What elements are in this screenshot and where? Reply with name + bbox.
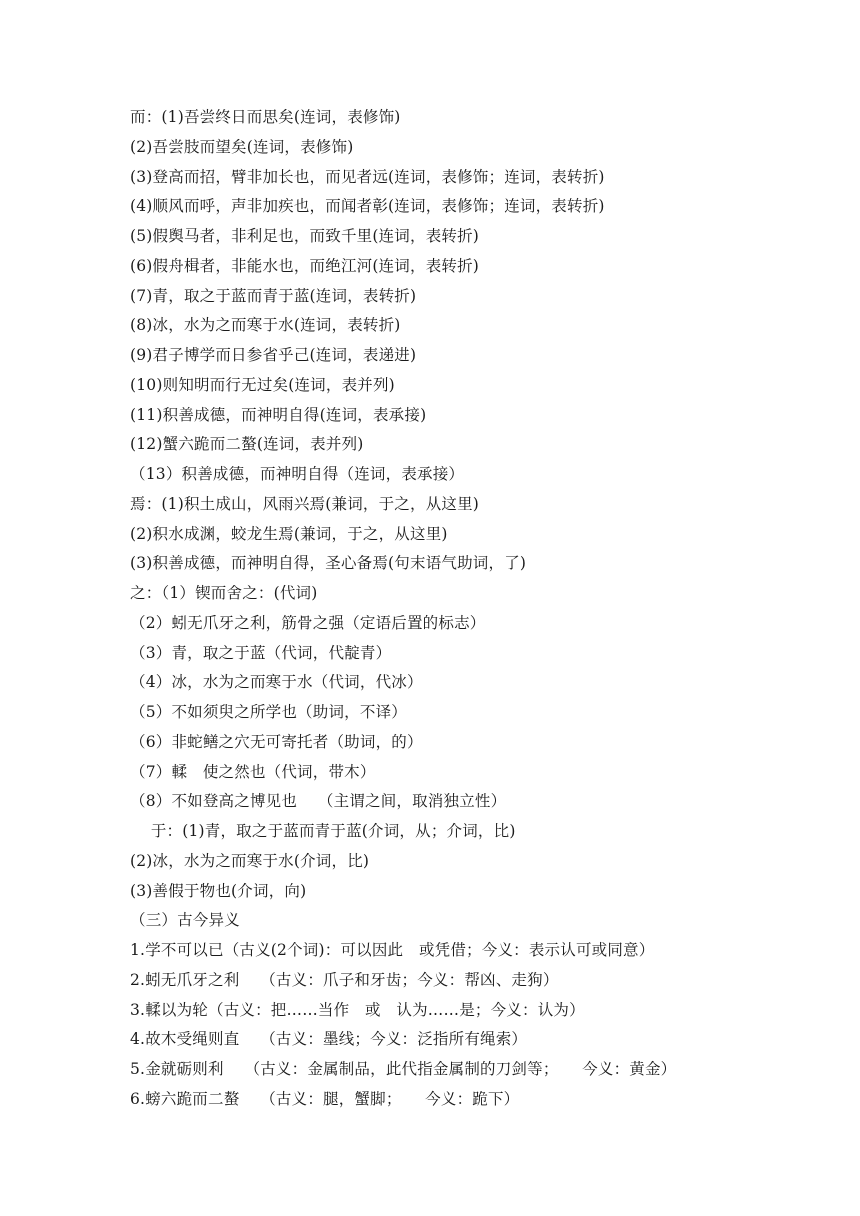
- text-line: 4.故木受绳则直 （古义：墨线；今义：泛指所有绳索）: [130, 1030, 528, 1049]
- text-line: 5.金就砺则利 （古义：金属制品，此代指金属制的刀剑等； 今义：黄金）: [130, 1060, 677, 1078]
- text-line: (2)冰，水为之而寒于水(介词，比): [130, 851, 370, 870]
- text-line: 而：(1)吾尝终日而思矣(连词，表修饰): [130, 108, 401, 126]
- text-line: (3)善假于物也(介词，向): [130, 881, 307, 900]
- section-heading: （三）古今异义: [130, 911, 240, 930]
- text-line: （3）青，取之于蓝（代词，代靛青）: [130, 643, 392, 662]
- text-line: (12)蟹六跪而二螯(连词，表并列): [130, 435, 364, 454]
- text-line: （13）积善成德，而神明自得（连词，表承接）: [130, 465, 465, 483]
- text-line: (9)君子博学而日参省乎己(连词，表递进): [130, 346, 417, 364]
- text-line: 之：（1）锲而舍之：(代词): [130, 584, 318, 602]
- text-line: (10)则知明而行无过矣(连词，表并列): [130, 375, 395, 394]
- text-line: (3)积善成德，而神明自得，圣心备焉(句末语气助词，了): [130, 554, 527, 573]
- text-line: (4)顺风而呼，声非加疾也，而闻者彰(连词，表修饰；连词，表转折): [130, 197, 605, 216]
- text-line: (5)假舆马者，非利足也，而致千里(连词，表转折): [130, 227, 480, 245]
- document-body: [130, 103, 830, 1115]
- text-line: (6)假舟楫者，非能水也，而绝江河(连词，表转折): [130, 256, 480, 275]
- text-line: （5）不如须臾之所学也（助词，不译）: [130, 703, 407, 721]
- text-line: (2)积水成渊，蛟龙生焉(兼词，于之，从这里): [130, 524, 448, 543]
- text-line: (3)登高而招，臂非加长也，而见者远(连词，表修饰；连词，表转折): [130, 167, 605, 186]
- text-line: 2.蚓无爪牙之利 （古义：爪子和牙齿；今义：帮凶、走狗）: [130, 970, 559, 989]
- text-line: (2)吾尝肢而望矣(连词，表修饰): [130, 137, 354, 156]
- text-line: （8）不如登高之博见也 （主谓之间，取消独立性）: [130, 792, 507, 811]
- text-line: 3.輮以为轮（古义：把……当作 或 认为……是；今义：认为）: [130, 1000, 585, 1019]
- text-line: (11)积善成德，而神明自得(连词，表承接): [130, 405, 427, 424]
- text-line: 6.螃六跪而二螯 （古义：腿，蟹脚； 今义：跪下）: [130, 1089, 520, 1108]
- text-line: （6）非蛇鳝之穴无可寄托者（助词，的）: [130, 732, 423, 751]
- text-line: （7）輮 使之然也（代词，带木）: [130, 762, 376, 781]
- text-line: （4）冰，水为之而寒于水（代词，代冰）: [130, 673, 423, 692]
- text-line: 于：(1)青，取之于蓝而青于蓝(介词，从；介词，比): [130, 822, 516, 840]
- text-line: (7)青，取之于蓝而青于蓝(连词，表转折): [130, 286, 417, 305]
- text-line: 1.学不可以已（古义(2个词)：可以因此 或凭借；今义：表示认可或同意）: [130, 941, 655, 959]
- text-line: 焉：(1)积土成山，风雨兴焉(兼词，于之，从这里): [130, 494, 480, 513]
- text-line: （2）蚓无爪牙之利，筋骨之强（定语后置的标志）: [130, 613, 486, 632]
- text-line: (8)冰，水为之而寒于水(连词，表转折): [130, 316, 401, 335]
